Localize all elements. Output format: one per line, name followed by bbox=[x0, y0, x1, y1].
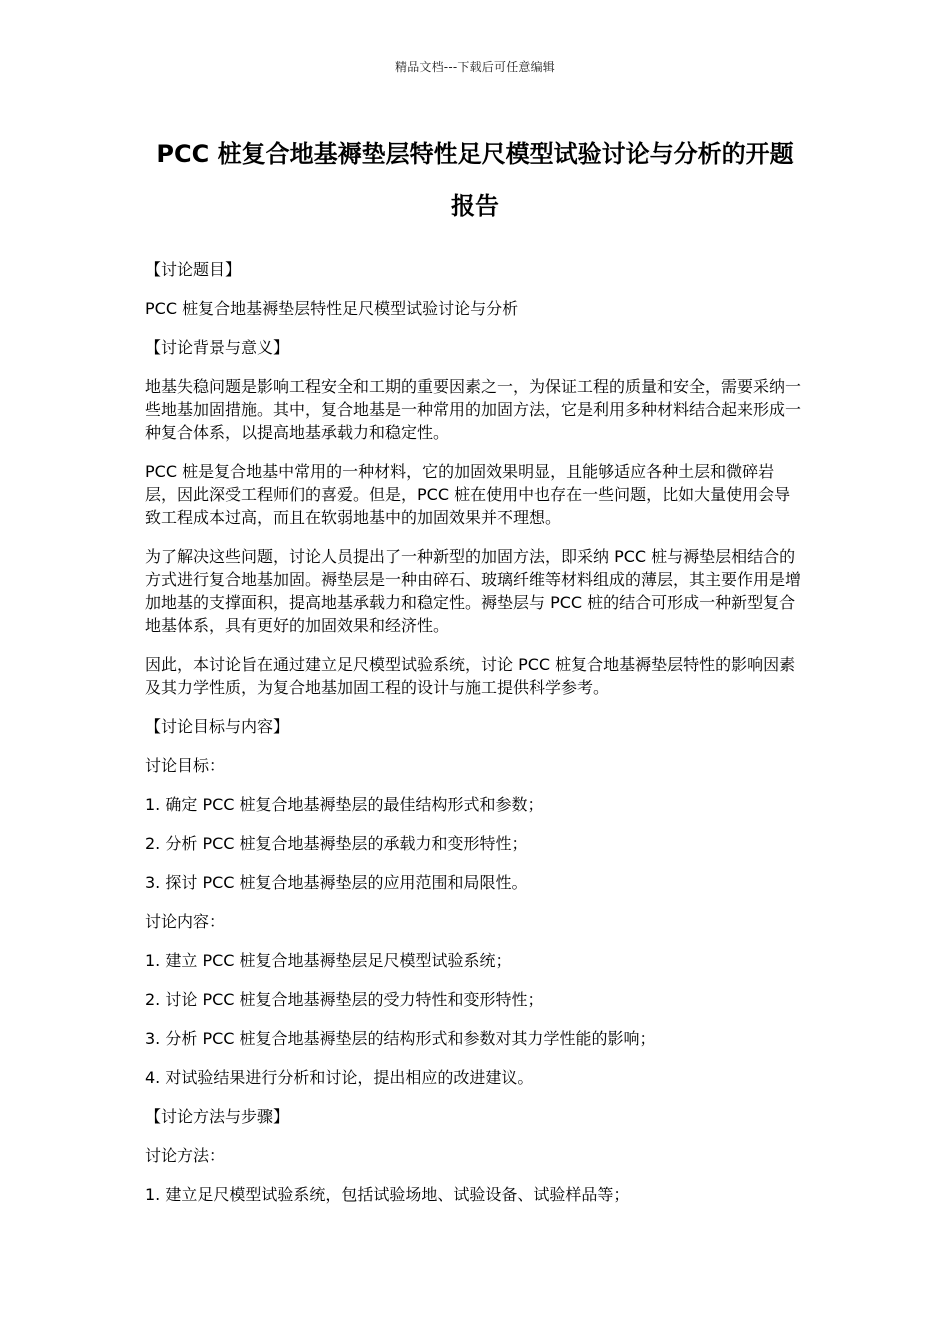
topic-text: PCC 桩复合地基褥垫层特性足尺模型试验讨论与分析 bbox=[145, 299, 519, 318]
content-item: 4. 对试验结果进行分析和讨论，提出相应的改进建议。 bbox=[145, 1068, 534, 1087]
section-heading-goals: 【讨论目标与内容】 bbox=[145, 717, 290, 736]
content-label: 讨论内容： bbox=[145, 912, 226, 931]
content-item: 2. 讨论 PCC 桩复合地基褥垫层的受力特性和变形特性； bbox=[145, 990, 544, 1009]
background-paragraph: 地基失稳问题是影响工程安全和工期的重要因素之一，为保证工程的质量和安全，需要采纳一些地基加固措施。其中，复合地基是一种常用的加固方法，它是利用多种材料结合起来形成一种复合体系，以提高地基承载力和稳定性。 bbox=[145, 377, 802, 442]
goals-label: 讨论目标： bbox=[145, 756, 226, 775]
content-item: 1. 建立 PCC 桩复合地基褥垫层足尺模型试验系统； bbox=[145, 951, 512, 970]
section-heading-methods: 【讨论方法与步骤】 bbox=[145, 1107, 290, 1126]
header-note: 精品文档---下载后可任意编辑 bbox=[395, 60, 555, 74]
document-title: PCC 桩复合地基褥垫层特性足尺模型试验讨论与分析的开题报告 bbox=[156, 140, 794, 220]
goal-item: 2. 分析 PCC 桩复合地基褥垫层的承载力和变形特性； bbox=[145, 834, 528, 853]
document-body bbox=[145, 258, 805, 1222]
background-paragraph: PCC 桩是复合地基中常用的一种材料，它的加固效果明显，且能够适应各种土层和微碎岩层，因此深受工程师们的喜爱。但是，PCC 桩在使用中也存在一些问题，比如大量使用会导致工程成本过高，而且在软弱地基中的加固效果并不理想。 bbox=[145, 462, 791, 527]
background-paragraph: 因此，本讨论旨在通过建立足尺模型试验系统，讨论 PCC 桩复合地基褥垫层特性的影响因素及其力学性质，为复合地基加固工程的设计与施工提供科学参考。 bbox=[145, 655, 796, 697]
method-item: 1. 建立足尺模型试验系统，包括试验场地、试验设备、试验样品等； bbox=[145, 1185, 630, 1204]
content-item: 3. 分析 PCC 桩复合地基褥垫层的结构形式和参数对其力学性能的影响； bbox=[145, 1029, 656, 1048]
methods-label: 讨论方法： bbox=[145, 1146, 226, 1165]
section-heading-background: 【讨论背景与意义】 bbox=[145, 338, 290, 357]
goal-item: 3. 探讨 PCC 桩复合地基褥垫层的应用范围和局限性。 bbox=[145, 873, 528, 892]
goal-item: 1. 确定 PCC 桩复合地基褥垫层的最佳结构形式和参数； bbox=[145, 795, 544, 814]
section-heading-topic: 【讨论题目】 bbox=[145, 260, 242, 279]
background-paragraph: 为了解决这些问题，讨论人员提出了一种新型的加固方法，即采纳 PCC 桩与褥垫层相结合的方式进行复合地基加固。褥垫层是一种由碎石、玻璃纤维等材料组成的薄层，其主要作用是增加地基的支撑面积，提高地基承载力和稳定性。褥垫层与 PCC 桩的结合可形成一种新型复合地基体系，具有更好的加固效果和经济性。 bbox=[145, 547, 802, 635]
